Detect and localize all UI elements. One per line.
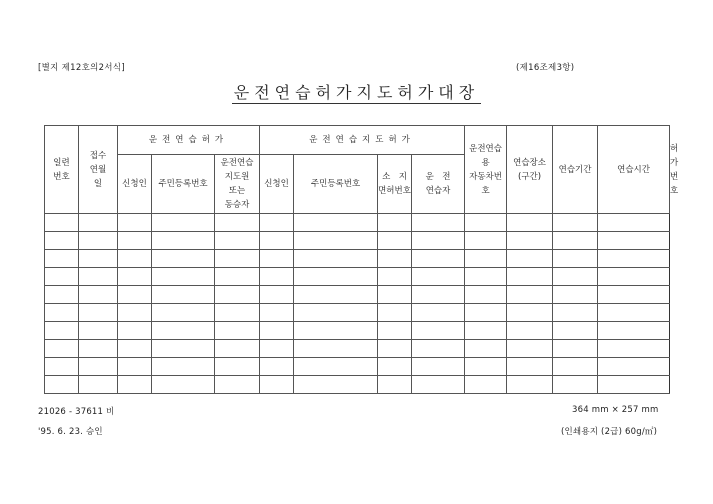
table-cell [152, 376, 215, 394]
table-cell [215, 340, 260, 358]
table-cell [260, 214, 294, 232]
legal-reference-label: (제16조제3항) [516, 63, 575, 73]
table-cell [294, 376, 378, 394]
table-cell [507, 304, 553, 322]
table-cell [507, 358, 553, 376]
table-cell [412, 250, 465, 268]
table-cell [412, 340, 465, 358]
table-cell [465, 340, 507, 358]
table-cell [79, 340, 118, 358]
table-cell [465, 268, 507, 286]
table-cell [79, 358, 118, 376]
table-cell [294, 304, 378, 322]
table-cell [412, 286, 465, 304]
form-code: 21026 - 37611 비 [38, 407, 115, 417]
table-cell [260, 250, 294, 268]
table-cell [507, 286, 553, 304]
table-cell [507, 376, 553, 394]
form-number-label: [별지 제12호의2서식] [38, 63, 125, 73]
table-cell [79, 268, 118, 286]
table-cell [45, 322, 79, 340]
table-cell [45, 340, 79, 358]
table-cell [553, 376, 598, 394]
table-cell [412, 268, 465, 286]
table-cell [79, 322, 118, 340]
table-cell [118, 214, 152, 232]
table-row [45, 286, 670, 304]
table-cell [152, 322, 215, 340]
page-title [0, 80, 713, 103]
table-cell [412, 304, 465, 322]
table-cell [412, 232, 465, 250]
table-cell [378, 340, 412, 358]
col-received-date-header: 접수 연월 일 [79, 126, 118, 214]
table-cell [553, 286, 598, 304]
table-cell [118, 340, 152, 358]
table-row [45, 232, 670, 250]
table-cell [412, 358, 465, 376]
table-cell [294, 232, 378, 250]
table-row [45, 268, 670, 286]
table-row [45, 214, 670, 232]
table-cell [412, 214, 465, 232]
table-cell [118, 250, 152, 268]
table-cell [465, 286, 507, 304]
table-row [45, 340, 670, 358]
approval-date: '95. 6. 23. 승인 [38, 427, 103, 437]
table-cell [118, 268, 152, 286]
sub-resident-number-header: 주민등록번호 [294, 155, 378, 214]
table-cell [294, 358, 378, 376]
table-cell [507, 250, 553, 268]
table-cell [152, 340, 215, 358]
table-cell [260, 358, 294, 376]
table-cell [553, 322, 598, 340]
table-cell [507, 340, 553, 358]
table-cell [553, 358, 598, 376]
col-practice-period-header: 연습기간 [553, 126, 598, 214]
table-cell [152, 304, 215, 322]
table-cell [260, 268, 294, 286]
table-cell [465, 322, 507, 340]
table-cell [598, 358, 670, 376]
table-cell [378, 268, 412, 286]
table-cell [45, 250, 79, 268]
paper-size: 364 mm × 257 mm [572, 405, 659, 415]
col-serial-header: 일련 번호 [45, 126, 79, 214]
sub-applicant-header: 신청인 [260, 155, 294, 214]
table-cell [215, 286, 260, 304]
table-cell [465, 304, 507, 322]
sub-applicant-header: 신청인 [118, 155, 152, 214]
table-cell [215, 268, 260, 286]
table-cell [553, 232, 598, 250]
table-cell [260, 232, 294, 250]
table-cell [45, 268, 79, 286]
table-cell [79, 250, 118, 268]
table-cell [45, 304, 79, 322]
table-row [45, 322, 670, 340]
table-cell [45, 286, 79, 304]
paper-spec: (인쇄용지 (2급) 60g/㎡) [561, 427, 658, 437]
table-cell [465, 250, 507, 268]
table-row [45, 358, 670, 376]
table-cell [378, 376, 412, 394]
table-row [45, 250, 670, 268]
table-cell [598, 340, 670, 358]
sub-license-number-header: 소 지 면허번호 [378, 155, 412, 214]
table-cell [79, 376, 118, 394]
table-cell [378, 214, 412, 232]
table-cell [378, 322, 412, 340]
table-cell [294, 250, 378, 268]
table-cell [215, 214, 260, 232]
table-cell [553, 250, 598, 268]
table-cell [465, 376, 507, 394]
table-cell [260, 340, 294, 358]
table-cell [45, 358, 79, 376]
register-table [44, 125, 679, 394]
col-vehicle-number-header: 운전연습용 자동차번호 [465, 126, 507, 214]
table-cell [260, 322, 294, 340]
table-cell [598, 322, 670, 340]
table-cell [412, 322, 465, 340]
table-cell [260, 286, 294, 304]
table-cell [118, 286, 152, 304]
table-cell [294, 214, 378, 232]
table-cell [378, 304, 412, 322]
table-cell [507, 268, 553, 286]
table-cell [294, 268, 378, 286]
table-cell [260, 304, 294, 322]
table-cell [378, 250, 412, 268]
table-cell [260, 376, 294, 394]
table-cell [45, 376, 79, 394]
table-cell [215, 304, 260, 322]
table-cell [465, 232, 507, 250]
sub-instructor-header: 운전연습 지도원 또는 동승자 [215, 155, 260, 214]
table-cell [215, 358, 260, 376]
table-cell [79, 286, 118, 304]
table-cell [215, 322, 260, 340]
table-cell [378, 286, 412, 304]
page-title-text: 운전연습허가지도허가대장 [233, 83, 480, 102]
table-cell [152, 214, 215, 232]
table-cell [465, 358, 507, 376]
table-cell [378, 358, 412, 376]
table-cell [598, 376, 670, 394]
table-cell [215, 232, 260, 250]
table-cell [118, 232, 152, 250]
table-cell [507, 214, 553, 232]
table-cell [215, 250, 260, 268]
table-cell [553, 268, 598, 286]
table-cell [294, 340, 378, 358]
table-cell [598, 214, 670, 232]
table-cell [79, 214, 118, 232]
table-cell [598, 286, 670, 304]
table-row [45, 304, 670, 322]
table-cell [152, 286, 215, 304]
table-cell [294, 286, 378, 304]
table-cell [118, 358, 152, 376]
table-cell [465, 214, 507, 232]
table-cell [378, 232, 412, 250]
table-cell [553, 214, 598, 232]
table-cell [152, 250, 215, 268]
sub-resident-number-header: 주민등록번호 [152, 155, 215, 214]
table-cell [79, 304, 118, 322]
table-cell [152, 358, 215, 376]
table-cell [152, 268, 215, 286]
table-cell [598, 232, 670, 250]
table-cell [507, 322, 553, 340]
table-cell [598, 250, 670, 268]
col-practice-time-header: 연습시간 [598, 126, 670, 214]
table-cell [598, 268, 670, 286]
table-cell [45, 232, 79, 250]
table-cell [294, 322, 378, 340]
table-cell [553, 340, 598, 358]
table-cell [152, 232, 215, 250]
table-cell [507, 232, 553, 250]
table-row [45, 376, 670, 394]
table-cell [45, 214, 79, 232]
table-cell [412, 376, 465, 394]
table-cell [118, 376, 152, 394]
group-practice-permit-header: 운전연습허가 [118, 126, 260, 155]
table-cell [553, 304, 598, 322]
group-guidance-permit-header: 운전연습지도허가 [260, 126, 465, 155]
table-cell [79, 232, 118, 250]
table-cell [598, 304, 670, 322]
table-cell [118, 304, 152, 322]
table-cell [118, 322, 152, 340]
header-row-groups: 일련 번호 접수 연월 일 운전연습허가 운전연습지도허가 운전연습용 자동차번호 연습장소 (구간) 연습기간 연습시간 허가번호 [45, 126, 670, 155]
sub-practitioner-header: 운 전 연습자 [412, 155, 465, 214]
table-cell [215, 376, 260, 394]
col-practice-place-header: 연습장소 (구간) [507, 126, 553, 214]
